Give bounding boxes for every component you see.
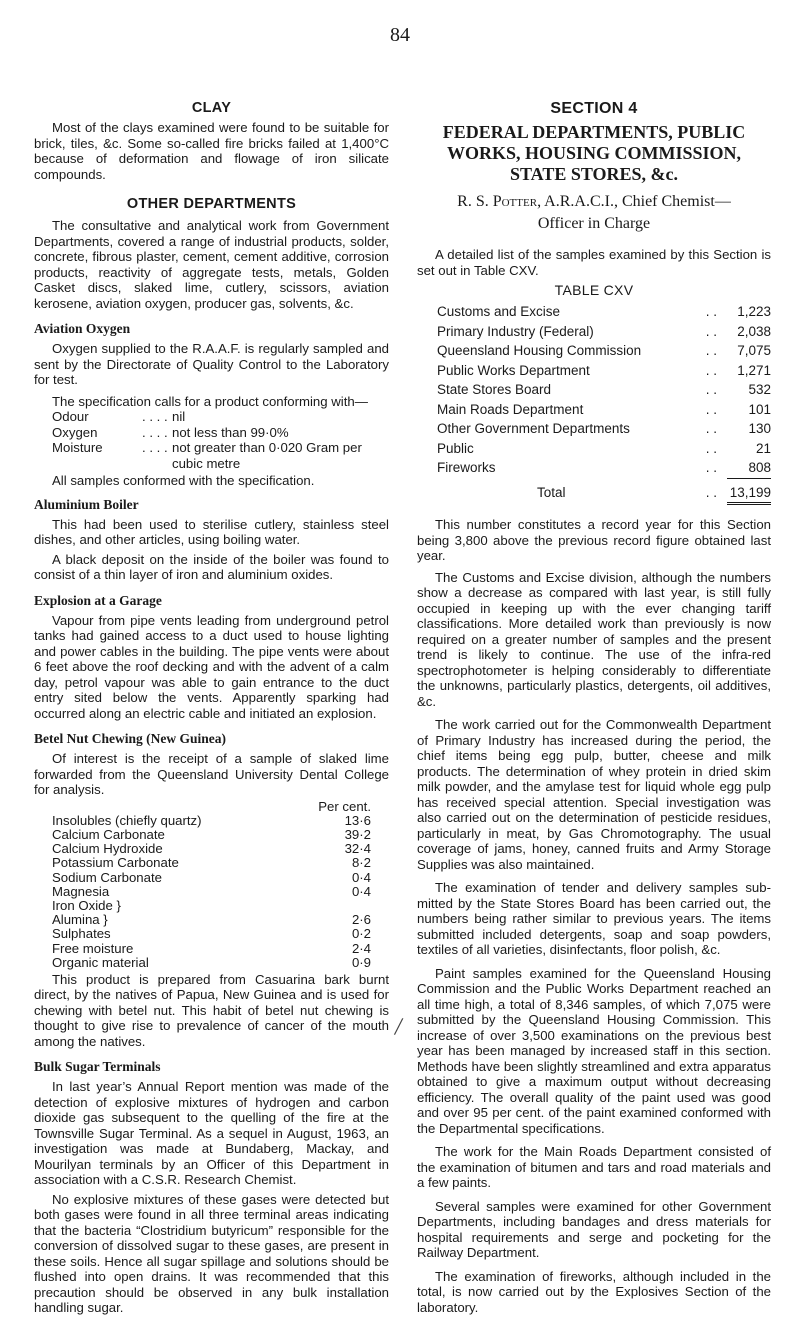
explosion-text: Vapour from pipe vents leading from underground petrol tanks had gained access to a duct used to house lighting and power cables in the building. The pipe vents were about 6 feet above the roof decking and with the advent of a calm day, petrol vapour was able to gain entrance to the duct entry sited below the vents. Apparently sparking had occurred along an electric cable and initiated an explosion. — [34, 612, 389, 721]
left-column — [34, 92, 389, 1316]
paragraph: Several samples were examined for other Government Departments, including bandages and dress materials for hospital requirements and serge and pocketing for the Railway Department. — [417, 1198, 771, 1260]
chief-name: R. S. Potter — [457, 193, 538, 210]
row-value: 808 — [727, 458, 771, 479]
clay-heading: CLAY — [191, 100, 232, 116]
table-row — [417, 322, 771, 342]
spec-name: Moisture — [52, 440, 103, 455]
row-label: Free moisture — [52, 940, 134, 956]
table-row — [52, 814, 371, 828]
row-value: 2·6 — [351, 912, 371, 928]
table-header: Per cent. — [318, 798, 371, 814]
row-label: Iron Oxide } — [52, 897, 121, 913]
total-dots: . . — [705, 484, 717, 500]
table-row — [52, 913, 371, 927]
table-row — [52, 956, 371, 970]
spec-dots: . . . . — [142, 440, 168, 455]
bulk-sugar-text: In last year’s Annual Report mention was made of the detection of explosive mixtures of hydrogen and carbon dioxide gas subsequent to the quelling of the fire at the Townsville Sugar Terminal. As a sequel in August, 1963, an investigation was made at Bundaberg, Mackay, and Mourilyan terminals by an Officer of this Department in association with a C.S.R. Research Chemist. — [34, 1079, 389, 1188]
clay-text: Most of the clays examined were found to be suitable for brick, tiles, &c. Some so-called fire bricks failed at 1,400°C because of deformation and flowage of iron silicate compounds. — [34, 120, 389, 182]
row-label: Organic material — [52, 954, 149, 970]
table-row — [417, 439, 771, 459]
row-value: 0·4 — [351, 869, 371, 885]
row-value: 0·9 — [351, 954, 371, 970]
row-label: Fireworks — [437, 460, 496, 475]
table-title: TABLE CXV — [554, 282, 634, 298]
row-dots: . . — [705, 401, 717, 417]
row-dots: . . — [705, 460, 717, 475]
spec-dots: . . . . — [142, 424, 168, 440]
table-row — [52, 842, 371, 856]
aluminium-boiler-heading: Aluminium Boiler — [34, 496, 139, 512]
row-value: 0·2 — [351, 926, 371, 942]
chief-title: , A.R.A.C.I., Chief Chemist— — [537, 193, 731, 210]
row-value: 21 — [755, 440, 771, 456]
row-value: 101 — [748, 401, 771, 417]
spec-row — [34, 440, 389, 471]
table-row — [52, 828, 371, 842]
table-row — [417, 302, 771, 322]
spec-value: nil — [172, 409, 186, 424]
table-row — [417, 380, 771, 400]
paragraph: This number constitutes a record year for this Section being 3,800 above the previous record figure obtained last year. — [417, 517, 771, 563]
betel-conclusion: This product is prepared from Casuarina bark burnt direct, by the natives of Papua, New Guinea and is used for chewing with betel nut. This habit of betel nut chewing is thought to give rise to prevalence of cancer of the mouth among the natives. — [34, 971, 389, 1049]
total-label: Total — [537, 484, 566, 500]
table-row — [52, 927, 371, 941]
bulk-sugar-heading: Bulk Sugar Terminals — [34, 1059, 161, 1075]
row-value: 39·2 — [344, 826, 371, 842]
paragraph: The work carried out for the Commonwealth Department of Primary Industry has increased during the period, the chief items being egg pulp, butter, cheese and milk products. The determination of whey protein in dried skim milk powder, and the amylase test for liquid whole egg pulp has received special attention. Special investigation was also carried out on the determination of pesticide residues, particularly in meat, by Gas Chromotography. The usual coverage of jams, honey, canned fruits and Army Storage Supplies was also maintained. — [417, 717, 771, 872]
row-label: State Stores Board — [437, 382, 552, 397]
bulk-sugar-text: No explosive mixtures of these gases were detected but both gases were found in all three terminal areas indicating that the bacteria “Clostridium butyricum” responsible for the conversion of dissolved sugar to these gases, are present in these soils. Hence all sugar spillage and solutions should be flushed into open drains. It was recommended that this precaution should be observed in any bulk installation handling sugar. — [34, 1191, 389, 1316]
table-total-row — [417, 483, 771, 506]
row-label: Calcium Hydroxide — [52, 841, 163, 857]
aviation-oxygen-heading: Aviation Oxygen — [34, 321, 131, 336]
officer-in-charge: Officer in Charge — [537, 215, 651, 232]
row-value: 32·4 — [344, 841, 371, 857]
table-row — [417, 458, 771, 479]
table-row — [52, 856, 371, 870]
specification-list — [34, 409, 389, 471]
row-dots: . . — [705, 421, 717, 436]
row-dots: . . — [705, 382, 717, 397]
paragraph: The examination of fireworks, although included in the total, is now carried out by the Explosives Section of the laboratory. — [417, 1268, 771, 1315]
row-dots: . . — [705, 343, 717, 358]
spec-name: Oxygen — [52, 424, 98, 440]
spec-row — [34, 409, 389, 425]
chief-chemist — [417, 191, 771, 213]
row-label: Queensland Housing Commission — [437, 343, 642, 358]
betel-analysis-table — [34, 800, 389, 970]
row-label: Main Roads Department — [437, 401, 584, 417]
row-value — [333, 899, 371, 913]
spec-row — [34, 425, 389, 441]
section-intro: A detailed list of the samples examined by this Section is set out in Table CXV. — [417, 247, 771, 278]
table-cxv — [417, 302, 771, 505]
betel-text: Of interest is the receipt of a sample of slaked lime forwarded from the Queensland University Dental College for analysis. — [34, 751, 389, 797]
row-dots: . . — [705, 304, 717, 319]
row-value: 13·6 — [344, 812, 371, 828]
row-label: Primary Industry (Federal) — [437, 323, 594, 339]
row-label: Public — [437, 440, 474, 456]
table-row — [417, 400, 771, 420]
section-title: FEDERAL DEPARTMENTS, PUBLIC WORKS, HOUSING COMMISSION, STATE STORES, &c. — [442, 122, 746, 184]
row-dots: . . — [705, 440, 717, 456]
row-label: Potassium Carbonate — [52, 855, 179, 871]
paragraph: Paint samples examined for the Queensland Housing Commission and the Public Works Department reached an all time high, a total of 8,346 samples, of which 7,075 were submitted by the Queensland Housing Commission. This increase of over 3,500 examinations on the previous best year has been managed by increased staff in this section. Methods have been slightly streamlined and extra apparatus obtained to give a maximum output without decreasing efficiency. The overall quality of the paint used was good and over 95 per cent. of the paint examined conformed with the Departmental specifications. — [417, 965, 771, 1136]
spec-value: not less than 99·0% — [172, 424, 289, 440]
row-label: Alumina } — [52, 912, 108, 928]
row-label: Customs and Excise — [437, 304, 561, 319]
row-value: 130 — [748, 421, 771, 436]
row-label: Insolubles (chiefly quartz) — [52, 812, 202, 828]
row-value: 1,223 — [737, 304, 771, 319]
section-heading: SECTION 4 — [550, 100, 638, 117]
aluminium-boiler-text: A black deposit on the inside of the boiler was found to consist of a thin layer of iron and aluminium oxides. — [34, 551, 389, 582]
row-value: 8·2 — [351, 855, 371, 871]
table-row — [417, 361, 771, 381]
row-label: Magnesia — [52, 883, 110, 899]
row-dots: . . — [705, 362, 717, 378]
footer-mark: / — [393, 1011, 405, 1042]
paragraph: The Customs and Excise division, although the numbers show a decrease as compared with last year, is still fully occupied in keeping up with the ever changing tariff classifications. More detailed work than previously is now required on a greater number of samples and the present trend is likely to continue. The use of the infra-red spectrophotometer is helping considerably to differentiate the unknowns, particularly plastics, detergents, oil additives, &c. — [417, 569, 771, 709]
row-label: Calcium Carbonate — [52, 826, 165, 842]
aviation-oxygen-conclusion: All samples conformed with the specification. — [52, 473, 315, 488]
row-value: 7,075 — [737, 343, 771, 358]
row-label: Public Works Department — [437, 362, 590, 378]
paragraph: The examination of tender and delivery samples submitted by the State Stores Board has been carried out, the numbers being rather similar to previous years. The items submitted included detergents, soap and soap powders, textiles of all varieties, disinfectants, floor polish, &c. — [417, 880, 771, 957]
spec-value: not greater than 0·020 Gram per cubic metre — [172, 440, 362, 471]
total-value: 13,199 — [727, 483, 771, 506]
spec-dots: . . . . — [142, 409, 168, 424]
aluminium-boiler-text: This had been used to sterilise cutlery, stainless steel dishes, and other articles, using boiling water. — [34, 516, 389, 547]
row-value: 532 — [748, 382, 771, 397]
table-row — [417, 419, 771, 439]
table-row — [52, 885, 371, 899]
row-value: 1,271 — [737, 362, 771, 378]
row-value: 2,038 — [737, 323, 771, 339]
betel-heading: Betel Nut Chewing (New Guinea) — [34, 731, 226, 746]
row-label: Sodium Carbonate — [52, 869, 162, 885]
explosion-heading: Explosion at a Garage — [34, 592, 162, 608]
table-row — [52, 942, 371, 956]
specification-intro: The specification calls for a product conforming with— — [52, 393, 368, 409]
row-label: Other Government Departments — [437, 421, 630, 436]
row-label: Sulphates — [52, 926, 111, 942]
other-departments-text: The consultative and analytical work from Government Departments, covered a range of industrial products, solder, concrete, fibrous plaster, cement, cement additive, corrosion products, reactivity of aggregate tests, metals, Golden Casket discs, slaked lime, cutlery, scissors, aviation kerosene, aviation oxygen, producer gas, solvents, &c. — [34, 218, 389, 311]
table-row — [417, 341, 771, 361]
table-row — [52, 899, 371, 913]
row-dots: . . — [705, 323, 717, 339]
spec-name: Odour — [52, 409, 89, 424]
page-number: 84 — [390, 24, 410, 46]
right-column — [417, 92, 771, 1315]
row-value: 2·4 — [351, 940, 371, 956]
aviation-oxygen-text: Oxygen supplied to the R.A.A.F. is regularly sampled and sent by the Directorate of Quality Control to the Laboratory for test. — [34, 341, 389, 387]
paragraph: The work for the Main Roads Department consisted of the examination of bitumen and tars and road materials and a few paints. — [417, 1144, 771, 1190]
other-departments-heading: OTHER DEPARTMENTS — [126, 196, 297, 212]
row-value: 0·4 — [351, 883, 371, 899]
table-row — [52, 871, 371, 885]
